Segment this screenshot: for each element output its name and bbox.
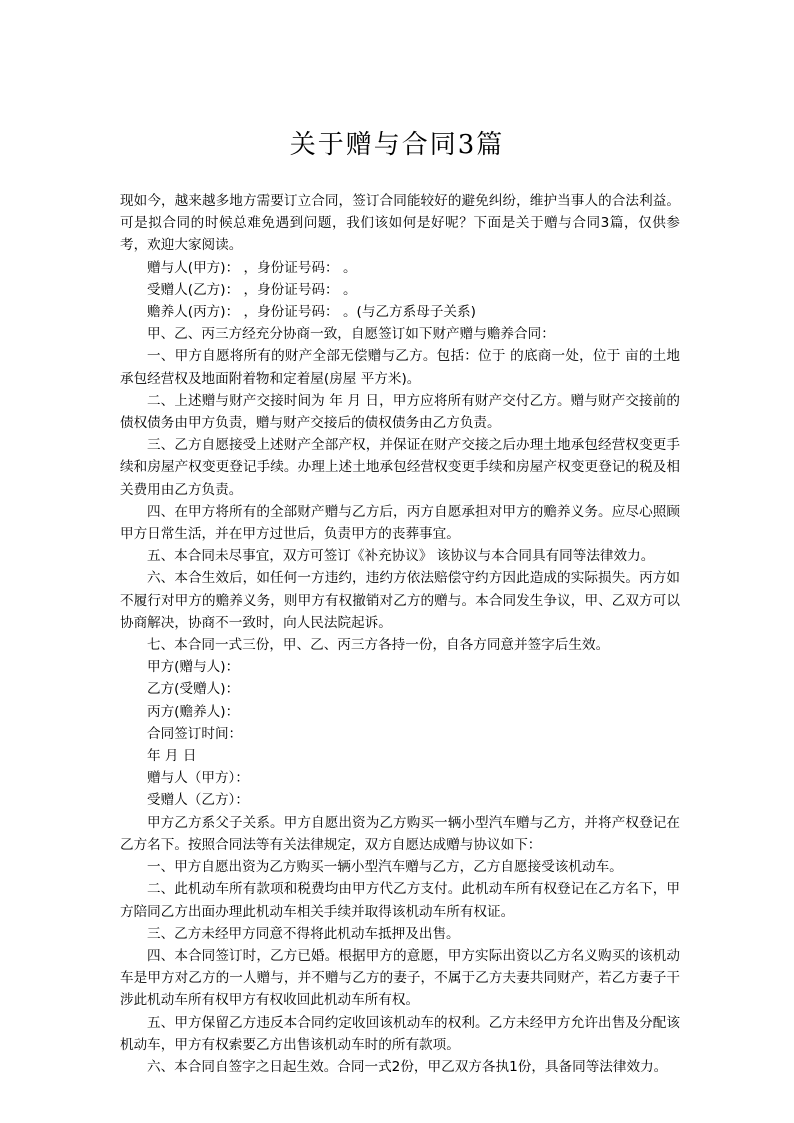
paragraph: 赠与人（甲方）： (147, 770, 249, 787)
paragraph: 六、本合生效后，如任何一方违约，违约方依法赔偿守约方因此造成的实际损失。丙方如不履行对甲方的赡养义务，则甲方有权撤销对乙方的赠与。本合同发生争议，甲、乙双方可以协商解决，协商不一致时，向人民法院起诉。 (120, 570, 680, 631)
document-body (120, 190, 680, 1078)
paragraph: 甲方乙方系父子关系。甲方自愿出资为乙方购买一辆小型汽车赠与乙方，并将产权登记在乙方名下。按照合同法等有关法律规定，双方自愿达成赠与协议如下： (120, 814, 680, 853)
paragraph: 乙方(受赠人)： (147, 681, 240, 698)
paragraph: 七、本合同一式三份，甲、乙、丙三方各持一份，自各方同意并签字后生效。 (147, 637, 610, 654)
paragraph: 年 月 日 (147, 748, 197, 765)
paragraph: 一、甲方自愿出资为乙方购买一辆小型汽车赠与乙方，乙方自愿接受该机动车。 (147, 859, 623, 876)
paragraph: 甲方(赠与人)： (147, 659, 240, 676)
paragraph: 合同签订时间： (147, 725, 243, 742)
paragraph: 赠与人(甲方)： ，身份证号码： 。 (147, 259, 357, 276)
paragraph: 赡养人(丙方)： ，身份证号码： 。(与乙方系母子关系) (147, 304, 476, 321)
paragraph: 二、上述赠与财产交接时间为 年 月 日，甲方应将所有财产交付乙方。赠与财产交接前的债权债务由甲方负责，赠与财产交接后的债权债务由乙方负责。 (120, 392, 680, 432)
paragraph: 现如今，越来越多地方需要订立合同，签订合同能较好的避免纠纷，维护当事人的合法利益。可是拟合同的时候总难免遇到问题，我们该如何是好呢？下面是关于赠与合同3篇，仅供参考，欢迎大家阅读。 (120, 193, 680, 254)
paragraph: 甲、乙、丙三方经充分协商一致，自愿签订如下财产赠与赡养合同： (147, 326, 555, 343)
paragraph: 丙方(赡养人)： (147, 703, 240, 720)
paragraph: 四、本合同签订时，乙方已婚。根据甲方的意愿，甲方实际出资以乙方名义购买的该机动车是甲方对乙方的一人赠与，并不赠与乙方的妻子，不属于乙方夫妻共同财产，若乙方妻子干涉此机动车所有权甲方有权收回此机动车所有权。 (120, 947, 680, 1009)
paragraph: 受赠人（乙方）： (147, 792, 249, 809)
document-title: 关于赠与合同3篇 (289, 130, 505, 160)
paragraph: 受赠人(乙方)： ，身份证号码： 。 (147, 281, 357, 298)
paragraph: 三、乙方自愿接受上述财产全部产权，并保证在财产交接之后办理土地承包经营权变更手续和房屋产权变更登记手续。办理上述土地承包经营权变更手续和房屋产权变更登记的税及相关费用由乙方负责。 (120, 437, 680, 498)
paragraph: 四、在甲方将所有的全部财产赠与乙方后，丙方自愿承担对甲方的赡养义务。应尽心照顾甲方日常生活，并在甲方过世后，负责甲方的丧葬事宜。 (120, 503, 680, 543)
paragraph: 五、本合同未尽事宜，双方可签订《补充协议》 该协议与本合同具有同等法律效力。 (147, 548, 655, 565)
paragraph: 六、本合同自签字之日起生效。合同一式2份，甲乙双方各执1份，具备同等法律效力。 (147, 1058, 668, 1075)
paragraph: 一、甲方自愿将所有的财产全部无偿赠与乙方。包括：位于 的底商一处，位于 亩的土地承包经营权及地面附着物和定着屋(房屋 平方米)。 (120, 348, 680, 387)
paragraph: 三、乙方未经甲方同意不得将此机动车抵押及出售。 (147, 925, 460, 942)
paragraph: 二、此机动车所有款项和税费均由甲方代乙方支付。此机动车所有权登记在乙方名下，甲方陪同乙方出面办理此机动车相关手续并取得该机动车所有权证。 (120, 881, 680, 920)
paragraph: 五、甲方保留乙方违反本合同约定收回该机动车的权利。乙方未经甲方允许出售及分配该机动车，甲方有权索要乙方出售该机动车时的所有款项。 (120, 1014, 680, 1053)
